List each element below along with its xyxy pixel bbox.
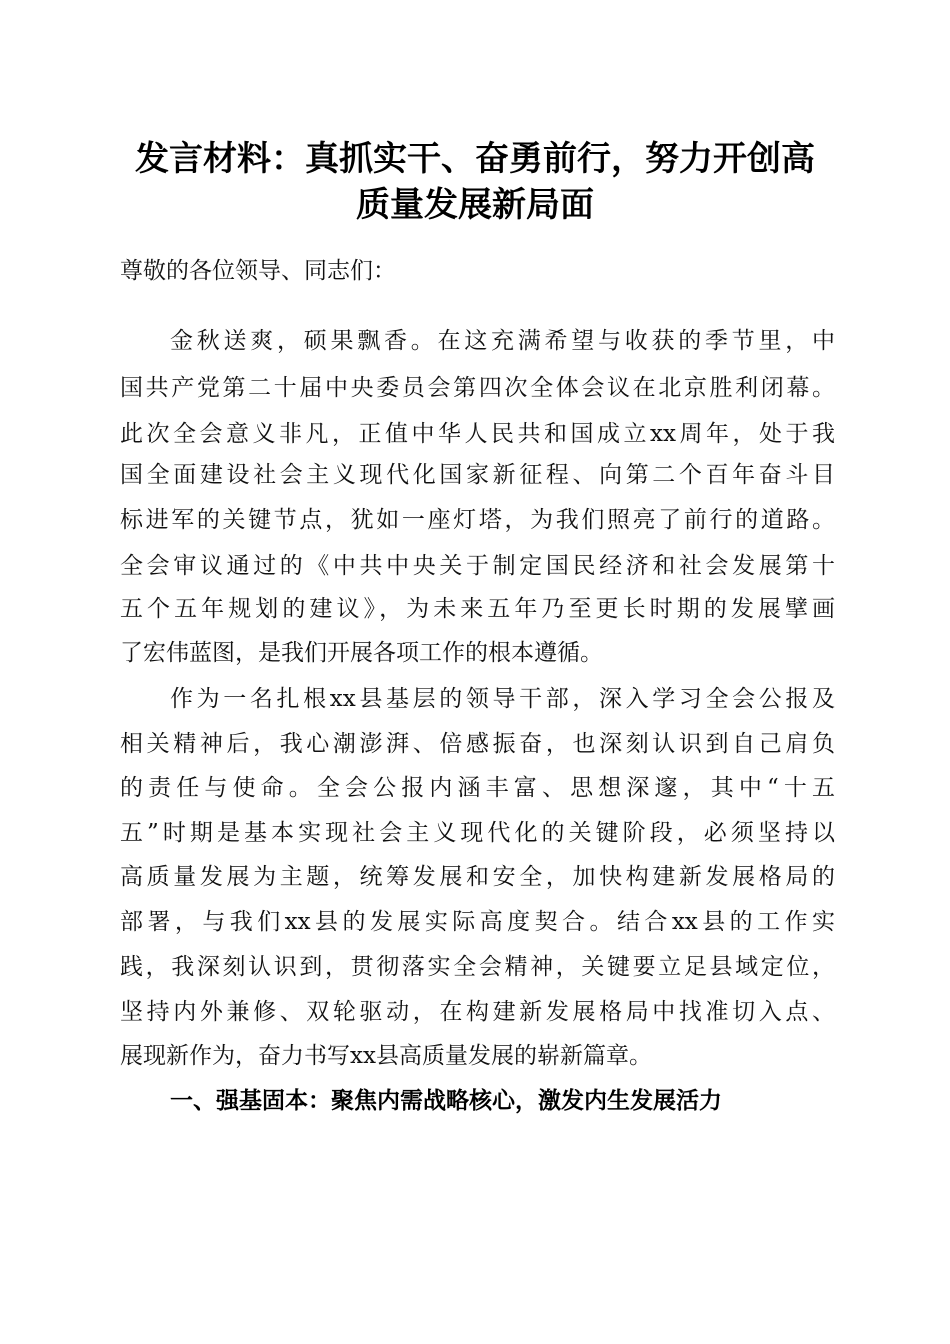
paragraph-2-line: 坚持内外兼修、双轮驱动，在构建新发展格局中找准切入点、 [120,999,835,1025]
paragraph-2-line: 高质量发展为主题，统筹发展和安全，加快构建新发展格局的 [120,864,835,890]
paragraph-1-line: 标进军的关键节点，犹如一座灯塔，为我们照亮了前行的道路。 [120,507,835,533]
paragraph-1-line: 五个五年规划的建议》，为未来五年乃至更长时期的发展擘画 [120,596,835,622]
paragraph-2-line: 五”时期是基本实现社会主义现代化的关键阶段，必须坚持以 [120,820,835,846]
paragraph-2-line: 践，我深刻认识到，贯彻落实全会精神，关键要立足县域定位， [120,954,835,980]
paragraph-1-line: 金秋送爽，硕果飘香。在这充满希望与收获的季节里，中 [170,328,835,354]
paragraph-1-line: 国全面建设社会主义现代化国家新征程、向第二个百年奋斗目 [120,462,835,488]
section-1-heading: 一、强基固本：聚焦内需战略核心，激发内生发展活力 [170,1088,722,1114]
paragraph-2-line: 展现新作为，奋力书写xx县高质量发展的崭新篇章。 [120,1043,652,1069]
paragraph-2-line: 的责任与使命。全会公报内涵丰富、思想深邃，其中“十五 [120,775,835,801]
paragraph-2-line: 作为一名扎根xx县基层的领导干部，深入学习全会公报及 [170,686,835,712]
document-title-line-1: 发言材料：真抓实干、奋勇前行，努力开创高 [135,139,815,179]
paragraph-1-line: 此次全会意义非凡，正值中华人民共和国成立xx周年，处于我 [120,421,835,447]
paragraph-1-line: 全会审议通过的《中共中央关于制定国民经济和社会发展第十 [120,553,835,579]
salutation: 尊敬的各位领导、同志们： [120,258,396,284]
paragraph-1-line: 了宏伟蓝图，是我们开展各项工作的根本遵循。 [120,640,603,666]
paragraph-1-line: 国共产党第二十届中央委员会第四次全体会议在北京胜利闭幕。 [120,375,835,401]
paragraph-2-line: 相关精神后，我心潮澎湃、倍感振奋，也深刻认识到自己肩负 [120,731,835,757]
document-title-line-2: 质量发展新局面 [356,185,594,225]
paragraph-2-line: 部署，与我们xx县的发展实际高度契合。结合xx县的工作实 [120,909,835,935]
